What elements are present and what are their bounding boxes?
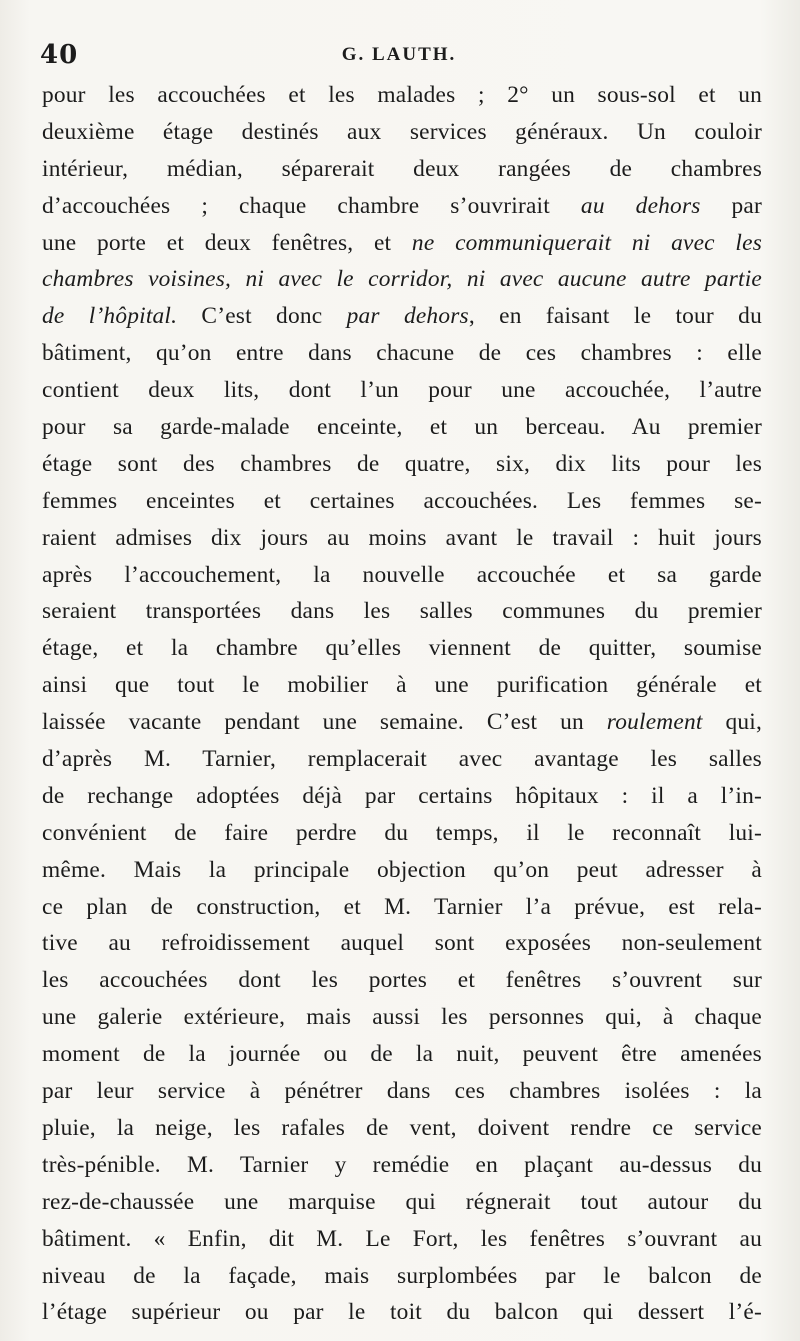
text-run: seraient transportées dans les salles communes du premier	[42, 598, 762, 625]
text-line	[42, 667, 762, 704]
text-run: niveau de la façade, mais surplombées par le balcon de	[42, 1262, 762, 1289]
text-run: très-pénible. M. Tarnier y remédie en plaçant au-dessus du	[42, 1151, 762, 1178]
text-line	[42, 1147, 762, 1184]
text-line	[42, 704, 762, 741]
text-line	[42, 557, 762, 594]
text-run: l’étage supérieur ou par le toit du balcon qui dessert l’é-	[42, 1299, 762, 1326]
text-run: raient admises dix jours au moins avant le travail : huit jours	[42, 524, 762, 551]
text-line	[42, 261, 762, 298]
text-run: pluie, la neige, les rafales de vent, doivent rendre ce service	[42, 1114, 762, 1141]
text-line	[42, 593, 762, 630]
text-run: par	[700, 192, 762, 219]
text-line	[42, 630, 762, 667]
text-line	[42, 372, 762, 409]
text-line	[42, 520, 762, 557]
text-line	[42, 1073, 762, 1110]
text-line	[42, 335, 762, 372]
italic-text: ne communiquerait ni avec les	[411, 229, 762, 256]
text-run: d’après M. Tarnier, remplacerait avec avantage les salles	[42, 746, 762, 773]
text-run: étage, et la chambre qu’elles viennent de quitter, soumise	[42, 635, 762, 662]
page-header	[38, 38, 760, 74]
text-line	[42, 225, 762, 262]
text-run: par leur service à pénétrer dans ces chambres isolées : la	[42, 1078, 762, 1105]
text-run: ainsi que tout le mobilier à une purification générale et	[42, 672, 762, 699]
text-run: même. Mais la principale objection qu’on peut adresser à	[42, 856, 762, 883]
text-line	[42, 1221, 762, 1258]
text-run: pour sa garde-malade enceinte, et un berceau. Au premier	[42, 414, 762, 441]
text-line	[42, 1110, 762, 1147]
running-head: G. LAUTH.	[341, 44, 457, 65]
italic-text: roulement	[606, 709, 703, 736]
text-run: une porte et deux fenêtres, et	[42, 229, 412, 256]
text-run: deuxième étage destinés aux services généraux. Un couloir	[42, 118, 762, 145]
text-run: rez-de-chaussée une marquise qui régnerait tout autour du	[42, 1188, 762, 1215]
text-line	[42, 741, 762, 778]
text-line	[42, 925, 762, 962]
text-run: bâtiment. « Enfin, dit M. Le Fort, les fenêtres s’ouvrant au	[42, 1225, 762, 1252]
text-line	[42, 114, 762, 151]
text-line	[42, 298, 762, 335]
text-line	[42, 188, 762, 225]
text-line	[42, 1184, 762, 1221]
italic-text: par dehors	[346, 303, 469, 330]
text-line	[42, 409, 762, 446]
text-run: pour les accouchées et les malades ; 2° un sous-sol et un	[42, 82, 762, 108]
text-line	[42, 778, 762, 815]
text-line	[42, 446, 762, 483]
text-run: tive au refroidissement auquel sont exposées non-seulement	[42, 930, 762, 957]
text-line	[42, 1036, 762, 1073]
text-run: après l’accouchement, la nouvelle accouchée et sa garde	[42, 561, 762, 588]
text-run: C’est donc	[177, 303, 347, 330]
page-number: 40	[40, 40, 79, 70]
text-line	[42, 1258, 762, 1295]
text-line	[42, 151, 762, 188]
text-line	[42, 962, 762, 999]
text-run: ce plan de construction, et M. Tarnier l’a prévue, est rela-	[42, 893, 762, 920]
body-text	[42, 77, 762, 1331]
text-run: les accouchées dont les portes et fenêtres s’ouvrent sur	[42, 967, 762, 994]
text-run: , en faisant le tour du	[468, 303, 762, 330]
text-line	[42, 815, 762, 852]
text-run: convénient de faire perdre du temps, il le reconnaît lui-	[42, 819, 762, 846]
text-run: qui,	[702, 709, 762, 736]
text-line	[42, 77, 762, 114]
text-run: contient deux lits, dont l’un pour une accouchée, l’autre	[42, 377, 762, 404]
text-run: intérieur, médian, séparerait deux rangées de chambres	[42, 155, 762, 182]
text-run: bâtiment, qu’on entre dans chacune de ces chambres : elle	[42, 340, 762, 367]
text-run: laissée vacante pendant une semaine. C’est un	[42, 709, 607, 736]
italic-text: de l’hôpital.	[42, 303, 178, 330]
text-line	[42, 889, 762, 926]
text-line	[42, 999, 762, 1036]
text-line	[42, 1294, 762, 1331]
text-run: femmes enceintes et certaines accouchées. Les femmes se-	[42, 487, 762, 514]
italic-text: au dehors	[580, 192, 701, 219]
text-run: de rechange adoptées déjà par certains hôpitaux : il a l’in-	[42, 782, 762, 809]
text-run: une galerie extérieure, mais aussi les personnes qui, à chaque	[42, 1004, 762, 1031]
text-line	[42, 852, 762, 889]
text-line	[42, 483, 762, 520]
italic-text: chambres voisines, ni avec le corridor, ni avec aucune autre partie	[42, 266, 762, 293]
text-run: d’accouchées ; chaque chambre s’ouvrirait	[42, 192, 581, 219]
text-run: étage sont des chambres de quatre, six, dix lits pour les	[42, 450, 762, 477]
text-run: moment de la journée ou de la nuit, peuvent être amenées	[42, 1041, 762, 1068]
